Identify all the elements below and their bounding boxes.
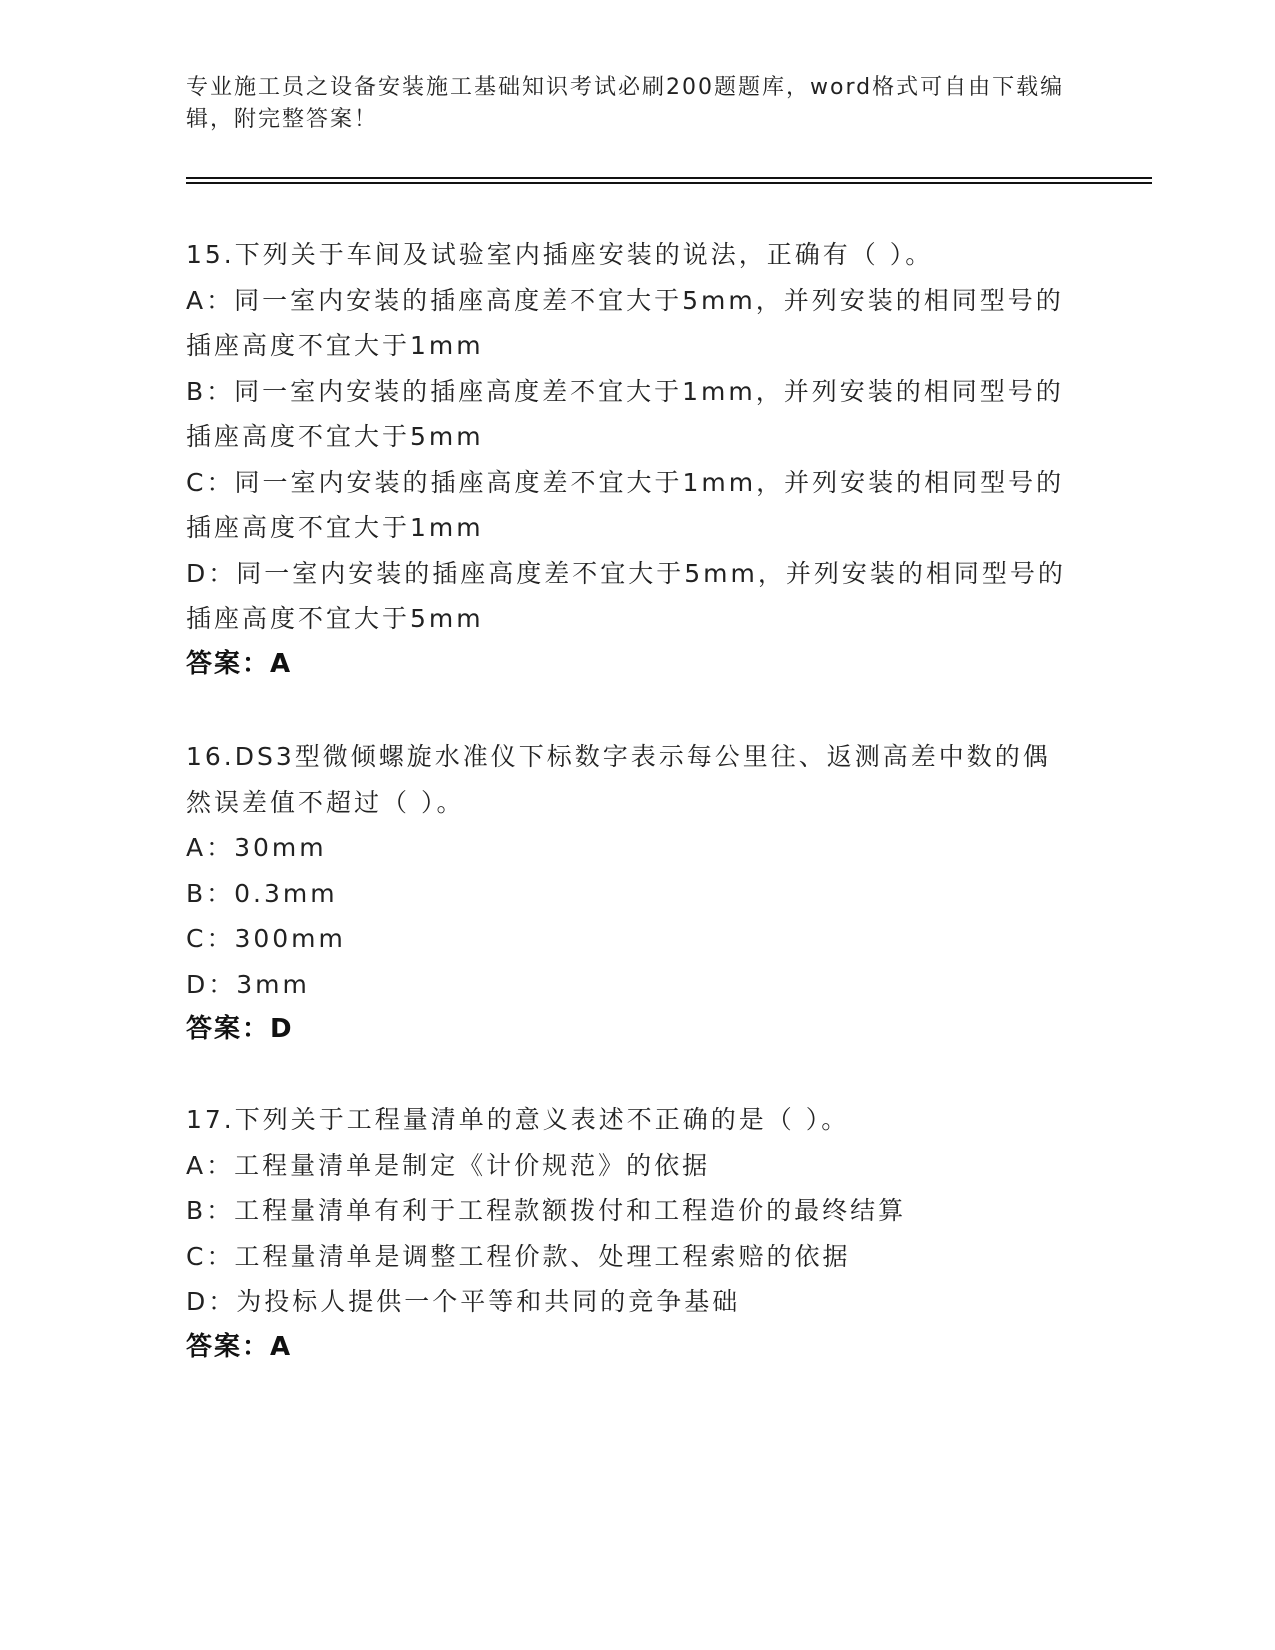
option-d: D：为投标人提供一个平等和共同的竞争基础: [186, 1287, 741, 1316]
question-stem: 16.DS3型微倾螺旋水准仪下标数字表示每公里往、返测高差中数的偶然误差值不超过（ ）。: [186, 742, 1051, 817]
option-c: C：同一室内安装的插座高度差不宜大于1mm，并列安装的相同型号的插座高度不宜大于1mm: [186, 467, 1065, 542]
question-16: [186, 734, 1066, 1053]
question-17: [186, 1097, 1066, 1370]
answer-line: [186, 1007, 1066, 1053]
option-d: D：3mm: [186, 969, 310, 999]
option-a: A：工程量清单是制定《计价规范》的依据: [186, 1150, 711, 1180]
answer-label: 答案：: [186, 1014, 271, 1044]
answer-line: [186, 642, 1066, 688]
answer-value: A: [270, 1331, 293, 1362]
option-d: D：同一室内安装的插座高度差不宜大于5mm，并列安装的相同型号的插座高度不宜大于5mm: [186, 558, 1066, 633]
option-a: A：同一室内安装的插座高度差不宜大于5mm，并列安装的相同型号的插座高度不宜大于1mm: [186, 285, 1064, 360]
answer-line: [186, 1325, 1066, 1371]
document-header-title: 专业施工员之设备安装施工基础知识考试必刷200题题库，word格式可自由下载编辑，附完整答案！: [186, 75, 1065, 132]
option-b: B：工程量清单有利于工程款额拨付和工程造价的最终结算: [186, 1196, 907, 1225]
question-15: [186, 232, 1066, 687]
header-divider-bottom: [186, 182, 1152, 184]
option-a: A：30mm: [186, 833, 327, 862]
answer-value: D: [270, 1014, 294, 1044]
question-stem: 15.下列关于车间及试验室内插座安装的说法，正确有（ ）。: [186, 240, 934, 269]
answer-value: A: [270, 648, 293, 679]
question-stem: 17.下列关于工程量清单的意义表述不正确的是（ ）。: [186, 1105, 850, 1134]
option-c: C：工程量清单是调整工程价款、处理工程索赔的依据: [186, 1241, 851, 1271]
answer-label: 答案：: [186, 1331, 271, 1362]
option-b: B：0.3mm: [186, 878, 338, 908]
header-divider-top: [186, 177, 1152, 179]
option-b: B：同一室内安装的插座高度差不宜大于1mm，并列安装的相同型号的插座高度不宜大于5mm: [186, 376, 1064, 451]
answer-label: 答案：: [186, 648, 271, 679]
option-c: C：300mm: [186, 924, 346, 953]
